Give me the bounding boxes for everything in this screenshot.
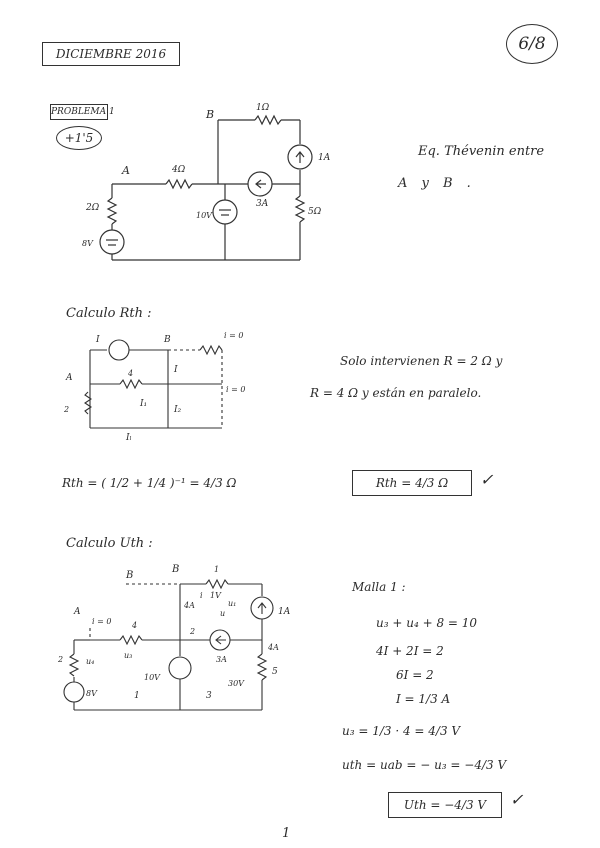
- rth-check-mark: ✓: [480, 470, 494, 489]
- problem-label: PROBLEMA 1: [51, 107, 115, 117]
- rth-label-i0-right: i = 0: [226, 385, 246, 394]
- rth-label-b: B: [164, 335, 171, 345]
- rth-circuit-diagram: [60, 328, 250, 444]
- uth-circuit-diagram: [50, 558, 310, 718]
- rth-label-i2: I₂: [174, 405, 182, 415]
- uth-label-mesh2: 2: [190, 627, 196, 636]
- page-badge-text: 6/8: [518, 34, 546, 54]
- uth-label-u4: u₄: [86, 657, 95, 666]
- rth-title: Calculo Rth :: [66, 306, 152, 321]
- rth-label-r4: 4: [128, 369, 134, 378]
- date-box: [42, 42, 180, 66]
- uth-label-u: u: [220, 609, 226, 618]
- uth-label-r2: 2: [58, 655, 64, 664]
- uth-label-i4a: 4A: [184, 601, 195, 610]
- page-badge: [506, 24, 558, 64]
- uth-label-v8: 8V: [86, 689, 97, 698]
- mesh-title: Malla 1 :: [352, 580, 406, 594]
- uth-label-mesh3: 3: [206, 691, 212, 701]
- rth-label-a: A: [66, 373, 73, 383]
- c1-r-right: 5Ω: [308, 207, 322, 217]
- statement-line-1: Eq. Thévenin entre: [418, 144, 545, 159]
- rth-result: Rth = 4/3 Ω: [375, 476, 449, 490]
- uth-result: Uth = −4/3 V: [403, 798, 487, 812]
- c1-v-mid: 10V: [196, 211, 212, 220]
- uth-title: Calculo Uth :: [66, 536, 153, 551]
- rth-label-i0-top: i = 0: [224, 331, 244, 340]
- rth-note-line-2: R = 4 Ω y están en paralelo.: [310, 386, 482, 400]
- rth-label-i: I: [96, 335, 100, 345]
- c1-v-left: 8V: [82, 239, 93, 248]
- uth-label-r4: 4: [132, 621, 138, 630]
- mesh-eq-1: u₃ + u₄ + 8 = 10: [376, 616, 478, 630]
- rth-note-line-1: Solo intervienen R = 2 Ω y: [340, 354, 503, 368]
- c1-i-mid: 3A: [256, 199, 269, 209]
- mesh-eq-2: 4I + 2I = 2: [376, 644, 444, 658]
- c1-r-mid: 4Ω: [172, 165, 186, 175]
- uth-result-box: [388, 792, 502, 818]
- rth-label-i-mid: I: [174, 365, 178, 375]
- rth-label-il: Iₗ: [126, 433, 132, 443]
- uth-label-u3: u₃: [124, 651, 133, 660]
- page-number: 1: [282, 826, 291, 841]
- c1-node-a: A: [122, 164, 130, 177]
- statement-line-2: A y B .: [398, 176, 471, 191]
- c1-r-top: 1Ω: [256, 103, 270, 113]
- rth-formula: Rth = ( 1/2 + 1/4 )⁻¹ = 4/3 Ω: [62, 476, 237, 490]
- uth-label-a3: 3A: [216, 655, 227, 664]
- uth-label-mesh1: 1: [134, 691, 140, 701]
- mesh-eq-4: I = 1/3 A: [396, 692, 451, 706]
- uth-label-b2: B: [172, 564, 180, 575]
- uth-label-b1: B: [126, 570, 134, 581]
- uth-label-i0: i = 0: [92, 617, 112, 626]
- mesh-eq-6: uth = uab = − u₃ = −4/3 V: [342, 758, 507, 772]
- c1-i-right: 1A: [318, 153, 331, 163]
- uth-label-a: A: [74, 607, 81, 617]
- uth-label-v10: 10V: [144, 673, 160, 682]
- uth-label-a1: 1A: [278, 607, 291, 617]
- uth-label-u-i: u₁: [228, 599, 237, 608]
- uth-label-r1: 1: [214, 565, 220, 574]
- date-label: DICIEMBRE 2016: [55, 47, 167, 61]
- c1-r-left: 2Ω: [86, 203, 100, 213]
- uth-label-a4: 4A: [268, 643, 279, 652]
- uth-label-i-small: i: [200, 591, 203, 600]
- circuit-1-diagram: [60, 100, 340, 270]
- uth-label-v1: 1V: [210, 591, 221, 600]
- rth-label-r2: 2: [64, 405, 70, 414]
- uth-check-mark: ✓: [510, 790, 524, 809]
- uth-label-v30: 30V: [228, 679, 244, 688]
- c1-node-b: B: [206, 108, 215, 121]
- uth-label-r5: 5: [272, 667, 278, 677]
- rth-label-i1: I₁: [140, 399, 148, 409]
- mesh-eq-3: 6I = 2: [396, 668, 434, 682]
- rth-result-box: [352, 470, 472, 496]
- mesh-eq-5: u₃ = 1/3 · 4 = 4/3 V: [342, 724, 461, 738]
- score-text: +1'5: [64, 131, 94, 145]
